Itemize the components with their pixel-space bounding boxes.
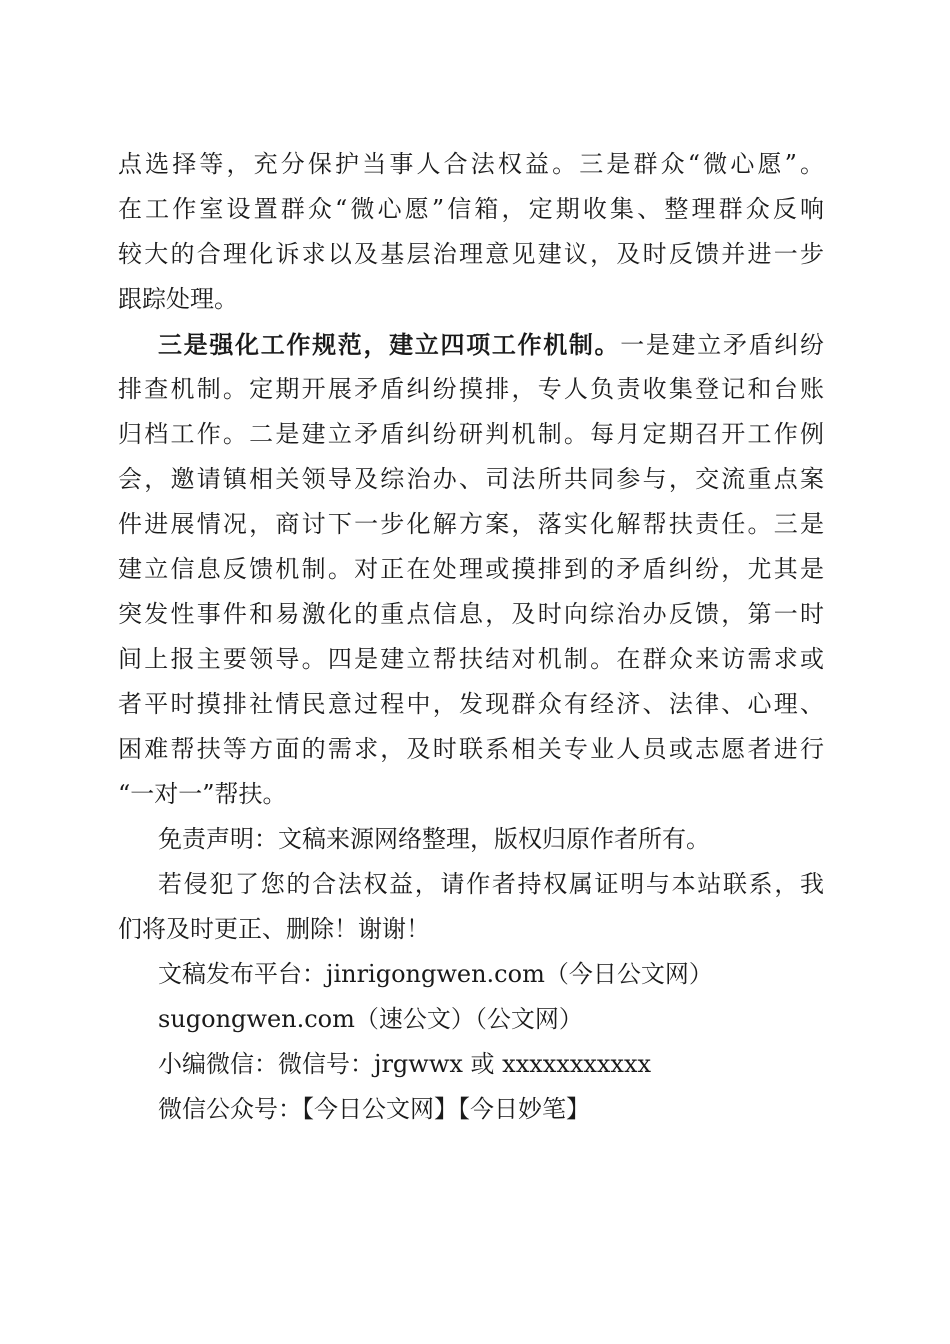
disclaimer-line: 免责声明：文稿来源网络整理，版权归原作者所有。 bbox=[158, 825, 710, 853]
paragraph-line: 困难帮扶等方面的需求，及时联系相关专业人员或志愿者进行 bbox=[118, 735, 824, 763]
paragraph-line: 较大的合理化诉求以及基层治理意见建议，及时反馈并进一步 bbox=[118, 240, 824, 268]
paragraph-line: 跟踪处理。 bbox=[118, 285, 238, 313]
paragraph-line: “一对一”帮扶。 bbox=[118, 780, 287, 808]
paragraph-line: 者平时摸排社情民意过程中，发现群众有经济、法律、心理、 bbox=[118, 690, 824, 718]
wechat-line: 小编微信：微信号：jrgwwx 或 xxxxxxxxxxx bbox=[158, 1050, 652, 1078]
section-heading: 三是强化工作规范，建立四项工作机制。 bbox=[158, 330, 621, 359]
paragraph-line: 建立信息反馈机制。对正在处理或摸排到的矛盾纠纷，尤其是 bbox=[118, 555, 824, 583]
site-line: sugongwen.com（速公文）（公文网） bbox=[158, 1005, 583, 1033]
paragraph-line: 排查机制。定期开展矛盾纠纷摸排，专人负责收集登记和台账 bbox=[118, 375, 824, 403]
paragraph-line: 点选择等，充分保护当事人合法权益。三是群众“微心愿”。 bbox=[118, 150, 824, 178]
paragraph-line: 件进展情况，商讨下一步化解方案，落实化解帮扶责任。三是 bbox=[118, 510, 824, 538]
official-account-line: 微信公众号：【今日公文网】【今日妙笔】 bbox=[158, 1095, 590, 1123]
disclaimer-line: 们将及时更正、删除！谢谢！ bbox=[118, 915, 430, 943]
platform-line: 文稿发布平台：jinrigongwen.com（今日公文网） bbox=[158, 960, 713, 988]
paragraph-line-rest: 一是建立矛盾纠纷 bbox=[620, 331, 825, 359]
paragraph-line: 间上报主要领导。四是建立帮扶结对机制。在群众来访需求或 bbox=[118, 645, 824, 673]
paragraph-line: 会，邀请镇相关领导及综治办、司法所共同参与，交流重点案 bbox=[118, 465, 824, 493]
paragraph-line: 在工作室设置群众“微心愿”信箱，定期收集、整理群众反响 bbox=[118, 195, 824, 223]
disclaimer-line: 若侵犯了您的合法权益，请作者持权属证明与本站联系，我 bbox=[158, 870, 824, 898]
paragraph-line: 归档工作。二是建立矛盾纠纷研判机制。每月定期召开工作例 bbox=[118, 420, 824, 448]
paragraph-line: 突发性事件和易激化的重点信息，及时向综治办反馈，第一时 bbox=[118, 600, 824, 628]
paragraph-first-line bbox=[118, 322, 824, 367]
document-body bbox=[118, 142, 824, 1132]
